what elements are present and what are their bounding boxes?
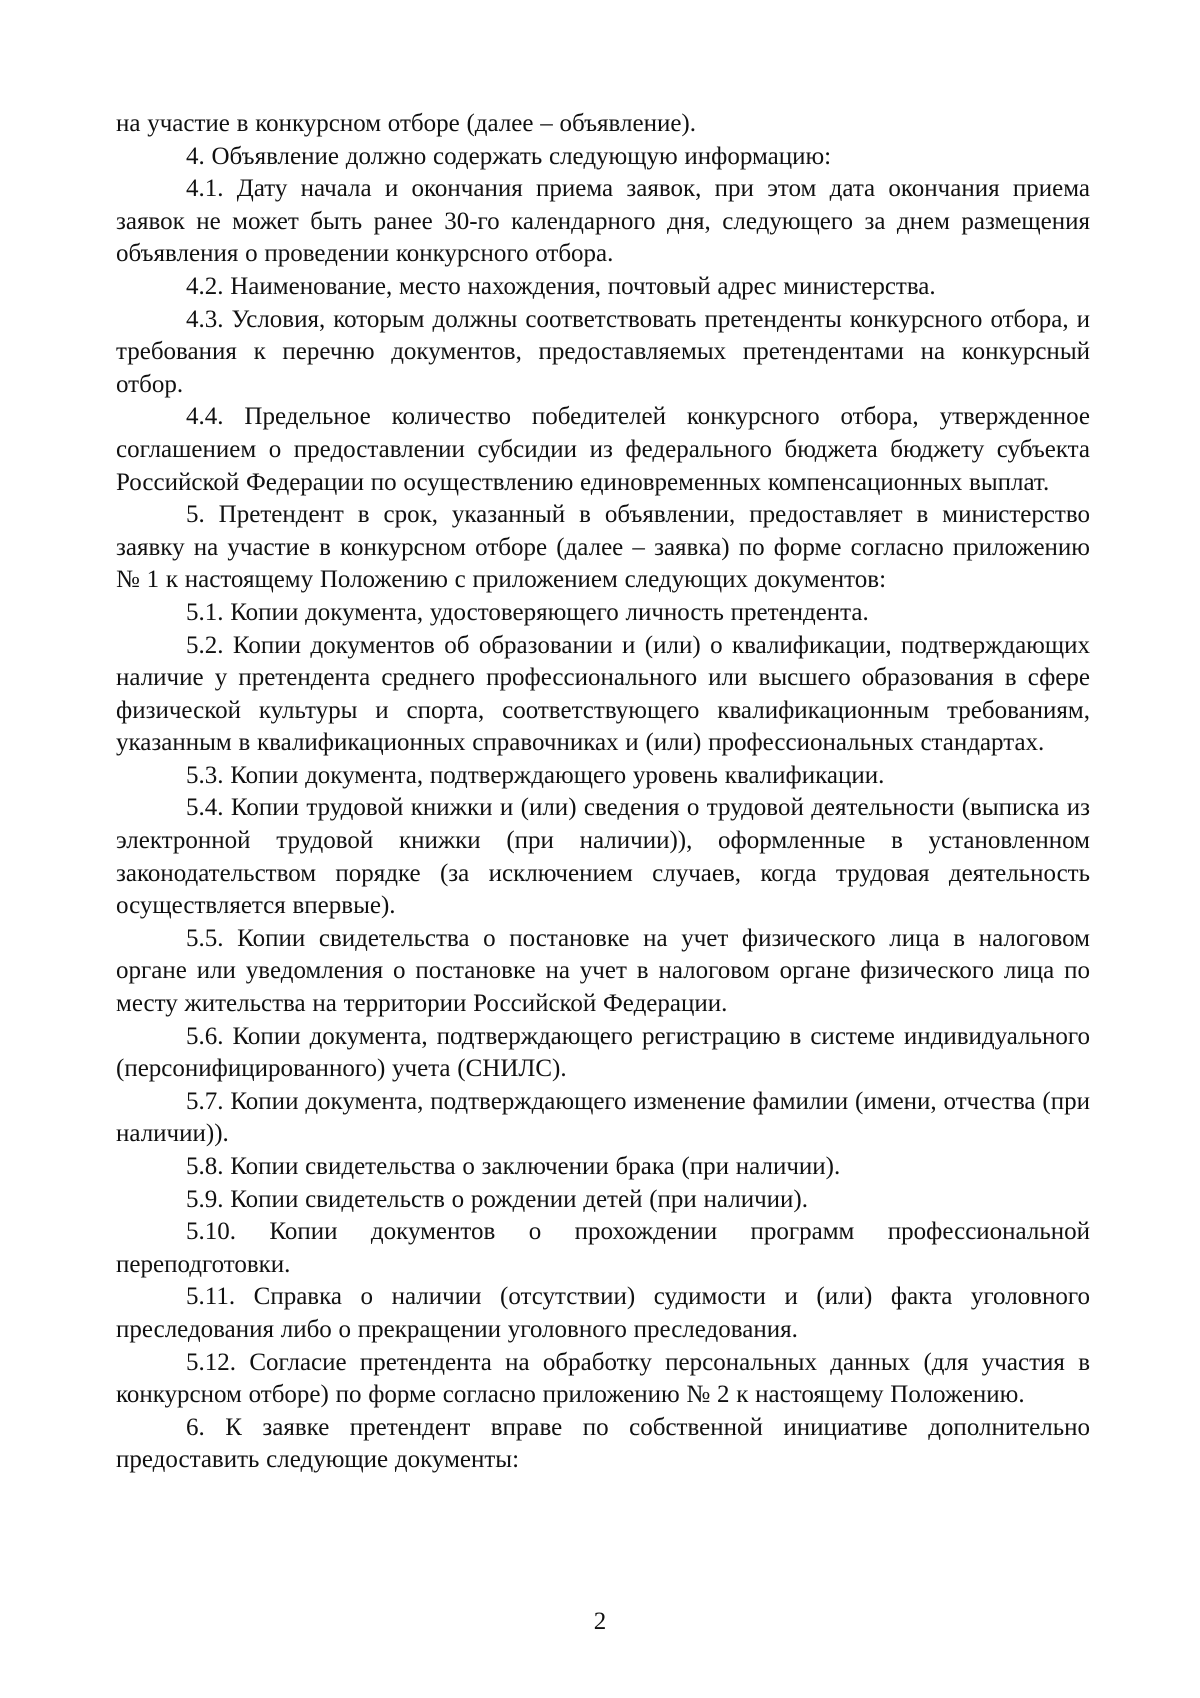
paragraph-5-9: 5.9. Копии свидетельств о рождении детей (при наличии). [186, 1185, 808, 1213]
paragraph-5-5: 5.5. Копии свидетельства о постановке на учет физического лица в налоговом органе или уведомления о постановке на учет в налоговом органе физического лица по месту жительства на территории Российской Федерации. [116, 924, 1090, 1018]
document-body [116, 108, 1090, 1477]
paragraph-5-12: 5.12. Согласие претендента на обработку персональных данных (для участия в конкурсном отборе) по форме согласно приложению № 2 к настоящему Положению. [116, 1348, 1090, 1409]
paragraph-5-2: 5.2. Копии документов об образовании и (или) о квалификации, подтверждающих наличие у претендента среднего профессионального или высшего образования в сфере физической культуры и спорта, соответствующего квалификационным требованиям, указанным в квалификационных справочниках и (или) профессиональных стандартах. [116, 631, 1090, 757]
paragraph-5-3: 5.3. Копии документа, подтверждающего уровень квалификации. [186, 761, 885, 789]
paragraph-6: 6. К заявке претендент вправе по собственной инициативе дополнительно предоставить следующие документы: [116, 1413, 1090, 1474]
paragraph-announcement-continuation: на участие в конкурсном отборе (далее – объявление). [116, 110, 697, 137]
paragraph-4-4: 4.4. Предельное количество победителей конкурсного отбора, утвержденное соглашением о предоставлении субсидии из федерального бюджета бюджету субъекта Российской Федерации по осуществлению единовременных компенсационных выплат. [116, 403, 1090, 496]
paragraph-5-6: 5.6. Копии документа, подтверждающего регистрацию в системе индивидуального (персонифицированного) учета (СНИЛС). [116, 1022, 1090, 1083]
paragraph-5-10: 5.10. Копии документов о прохождении программ профессиональной переподготовки. [116, 1218, 1090, 1278]
paragraph-5: 5. Претендент в срок, указанный в объявлении, предоставляет в министерство заявку на участие в конкурсном отборе (далее – заявка) по форме согласно приложению № 1 к настоящему Положению с приложением следующих документов: [116, 501, 1090, 594]
paragraph-5-7: 5.7. Копии документа, подтверждающего изменение фамилии (имени, отчества (при наличии)). [116, 1087, 1090, 1148]
paragraph-4-2: 4.2. Наименование, место нахождения, почтовый адрес министерства. [186, 272, 936, 300]
paragraph-5-8: 5.8. Копии свидетельства о заключении брака (при наличии). [186, 1153, 841, 1180]
page-number: 2 [593, 1608, 607, 1635]
paragraph-5-11: 5.11. Справка о наличии (отсутствии) судимости и (или) факта уголовного преследования либо о прекращении уголовного преследования. [116, 1283, 1090, 1343]
paragraph-5-1: 5.1. Копии документа, удостоверяющего личность претендента. [186, 598, 869, 626]
paragraph-5-4: 5.4. Копии трудовой книжки и (или) сведения о трудовой деятельности (выписка из электронной трудовой книжки (при наличии)), оформленные в установленном законодательством порядке (за исключением случаев, когда трудовая деятельность осуществляется впервые). [116, 794, 1090, 920]
paragraph-4-3: 4.3. Условия, которым должны соответствовать претенденты конкурсного отбора, и требования к перечню документов, предоставляемых претендентами на конкурсный отбор. [116, 305, 1090, 398]
paragraph-4: 4. Объявление должно содержать следующую информацию: [186, 142, 832, 170]
paragraph-4-1: 4.1. Дату начала и окончания приема заявок, при этом дата окончания приема заявок не может быть ранее 30-го календарного дня, следующего за днем размещения объявления о проведении конкурсного отбора. [116, 175, 1090, 268]
